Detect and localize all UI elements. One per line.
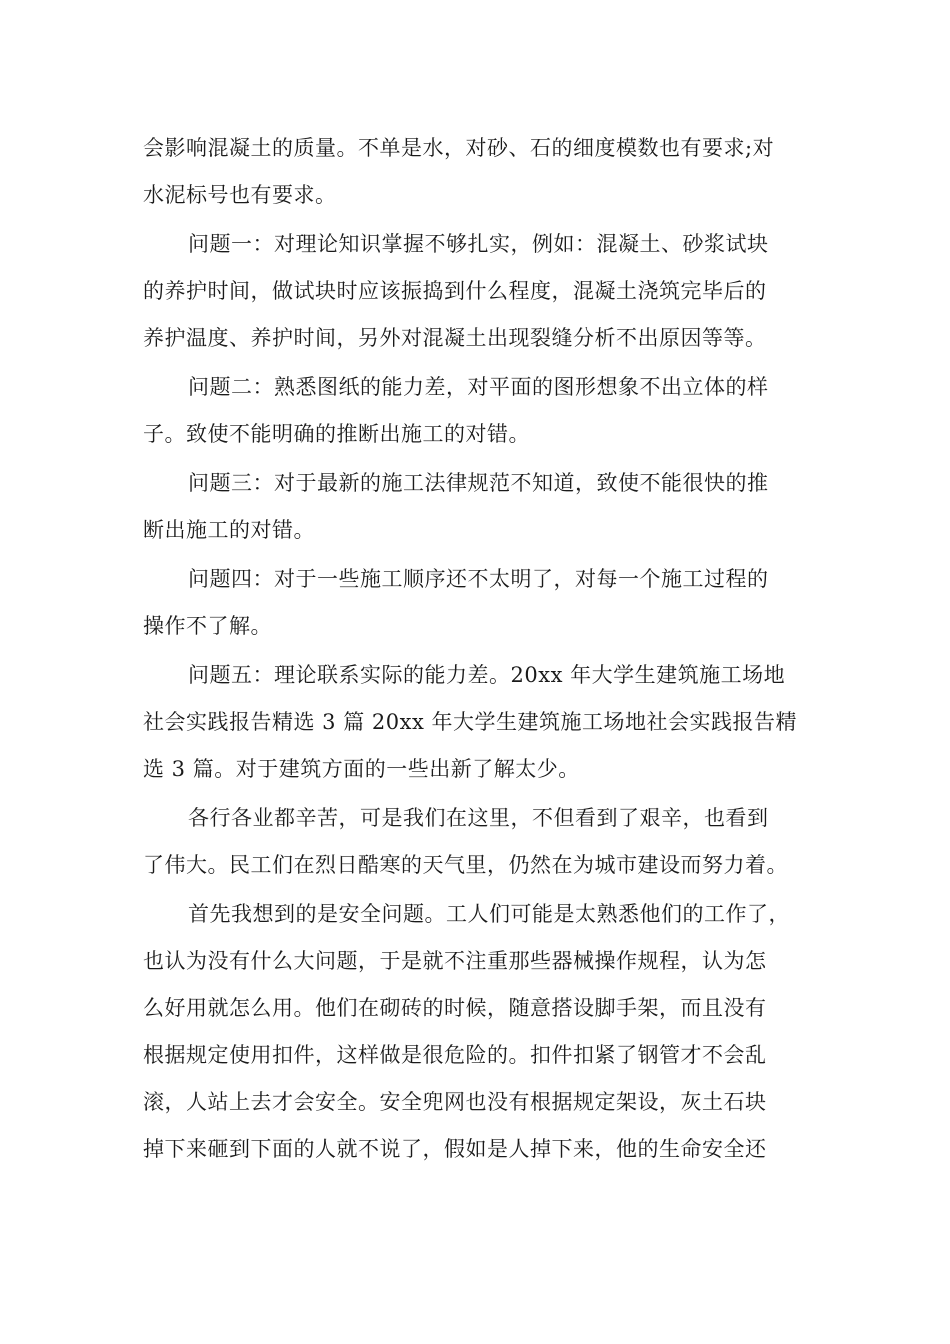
paragraph [143, 896, 823, 1168]
paragraph-line: 问题四：对于一些施工顺序还不太明了，对每一个施工过程的 [188, 567, 769, 591]
paragraph-line: 各行各业都辛苦，可是我们在这里，不但看到了艰辛，也看到 [188, 806, 769, 830]
document-body [143, 130, 823, 1180]
paragraph-line: 问题三：对于最新的施工法律规范不知道，致使不能很快的推 [188, 471, 769, 495]
paragraph-line: 水泥标号也有要求。 [143, 183, 337, 207]
paragraph-line: 问题一：对理论知识掌握不够扎实，例如：混凝土、砂浆试块 [188, 232, 769, 256]
paragraph-line: 养护温度、养护时间，另外对混凝土出现裂缝分析不出原因等等。 [143, 326, 767, 350]
paragraph-line: 滚，人站上去才会安全。安全兜网也没有根据规定架设，灰土石块 [143, 1090, 767, 1114]
paragraph [143, 561, 823, 645]
paragraph-line: 社会实践报告精选 3 篇 20xx 年大学生建筑施工场地社会实践报告精 [143, 710, 797, 734]
paragraph [143, 800, 823, 884]
paragraph-line: 问题五：理论联系实际的能力差。20xx 年大学生建筑施工场地 [188, 663, 786, 687]
paragraph-line: 的养护时间，做试块时应该振捣到什么程度，混凝土浇筑完毕后的 [143, 279, 767, 303]
paragraph-line: 么好用就怎么用。他们在砌砖的时候，随意搭设脚手架，而且没有 [143, 996, 767, 1020]
paragraph-line: 了伟大。民工们在烈日酷寒的天气里，仍然在为城市建设而努力着。 [143, 853, 788, 877]
paragraph-line: 掉下来砸到下面的人就不说了，假如是人掉下来，他的生命安全还 [143, 1137, 767, 1161]
paragraph-line: 也认为没有什么大问题，于是就不注重那些器械操作规程，认为怎 [143, 949, 767, 973]
paragraph-line: 问题二：熟悉图纸的能力差，对平面的图形想象不出立体的样 [188, 375, 769, 399]
paragraph-line: 会影响混凝土的质量。不单是水，对砂、石的细度模数也有要求;对 [143, 136, 775, 160]
paragraph-line: 操作不了解。 [143, 614, 272, 638]
paragraph-line: 首先我想到的是安全问题。工人们可能是太熟悉他们的工作了， [188, 902, 790, 926]
paragraph [143, 657, 823, 788]
paragraph-line: 选 3 篇。对于建筑方面的一些出新了解太少。 [143, 757, 580, 781]
paragraph-line: 根据规定使用扣件，这样做是很危险的。扣件扣紧了钢管才不会乱 [143, 1043, 767, 1067]
paragraph [143, 369, 823, 453]
paragraph [143, 226, 823, 357]
paragraph-line: 子。致使不能明确的推断出施工的对错。 [143, 422, 530, 446]
paragraph-line: 断出施工的对错。 [143, 518, 315, 542]
paragraph [143, 465, 823, 549]
paragraph [143, 130, 823, 214]
